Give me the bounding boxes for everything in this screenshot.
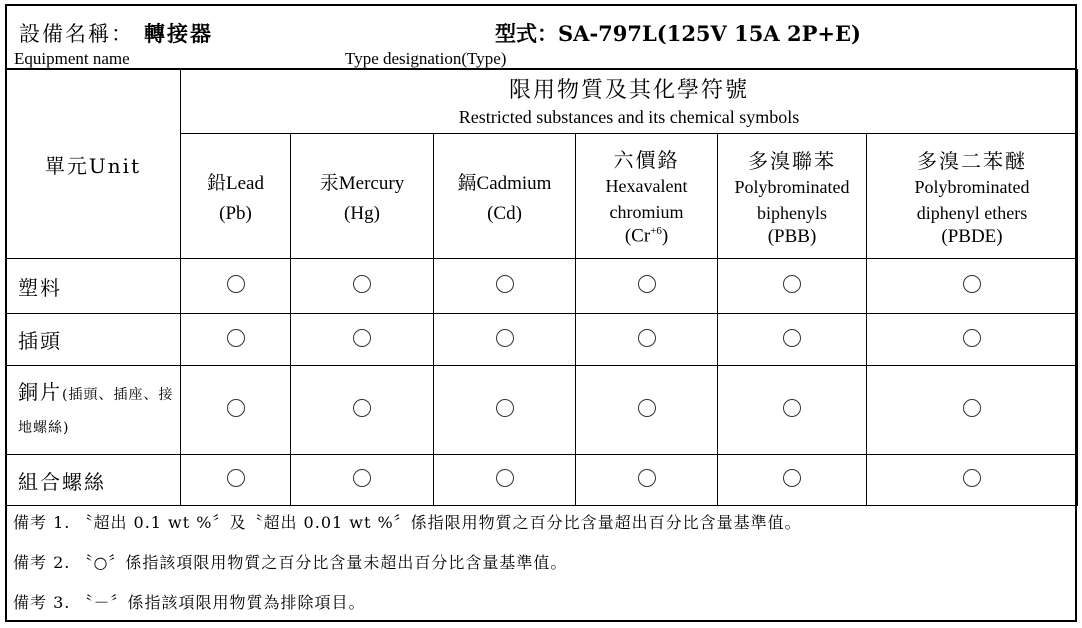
col-pbde-cjk: 多溴二苯醚	[917, 148, 1027, 173]
equipment-name-subtitle: Equipment name	[14, 49, 130, 68]
compliance-circle-icon	[227, 399, 245, 417]
col-header-cadmium	[434, 134, 576, 259]
compliance-circle-icon	[783, 399, 801, 417]
col-header-chromium	[576, 134, 718, 259]
row-label-plug: 插頭	[6, 314, 181, 366]
compliance-circle-icon	[496, 275, 514, 293]
col-pbb-en1: Polybrominated	[734, 176, 850, 197]
compliance-circle-icon	[638, 399, 656, 417]
col-pbb-symbol: (PBB)	[767, 225, 817, 247]
col-pbb-cjk: 多溴聯苯	[748, 148, 836, 173]
row-label-copper-detail: (插頭、插座、接地螺絲)	[18, 387, 174, 436]
compliance-circle-icon	[353, 329, 371, 347]
col-header-mercury	[291, 134, 434, 259]
col-pbde-en1: Polybrominated	[914, 176, 1030, 197]
unit-header-cell	[6, 70, 181, 259]
row-label-plastic: 塑料	[6, 259, 181, 314]
col-chromium-symbol-sup: +6	[650, 225, 662, 238]
col-chromium-cjk: 六價鉻	[613, 148, 680, 173]
col-chromium-en1: Hexavalent	[605, 176, 688, 197]
col-pbb-en2: biphenyls	[757, 202, 827, 223]
col-pbde-symbol: (PBDE)	[941, 225, 1003, 247]
note-3: 備考 3. 〝－〞係指該項限用物質為排除項目。	[13, 593, 366, 612]
compliance-circle-icon	[353, 399, 371, 417]
compliance-circle-icon	[638, 275, 656, 293]
equipment-label: 設備名稱：	[19, 22, 134, 46]
table-row	[6, 259, 1078, 314]
col-chromium-symbol	[576, 225, 717, 247]
col-chromium-en2: chromium	[609, 202, 684, 223]
col-header-pbb	[718, 134, 867, 259]
compliance-circle-icon	[963, 469, 981, 487]
compliance-circle-icon	[496, 399, 514, 417]
restricted-title: 限用物質及其化學符號	[508, 78, 749, 103]
col-header-pbde	[867, 134, 1078, 259]
table-row	[6, 366, 1078, 455]
compliance-circle-icon	[353, 469, 371, 487]
restricted-substances-table	[5, 69, 1078, 506]
table-row	[6, 455, 1078, 506]
compliance-circle-icon	[227, 275, 245, 293]
compliance-circle-icon	[638, 469, 656, 487]
col-mercury-symbol: (Hg)	[344, 202, 380, 224]
col-lead-name: 鉛Lead	[207, 172, 264, 194]
compliance-circle-icon	[496, 469, 514, 487]
compliance-circle-icon	[783, 275, 801, 293]
restricted-subtitle: Restricted substances and its chemical symbols	[458, 107, 800, 127]
compliance-circle-icon	[496, 329, 514, 347]
table-row	[6, 314, 1078, 366]
compliance-circle-icon	[963, 329, 981, 347]
col-chromium-symbol-start: (Cr	[624, 225, 651, 247]
type-designation-subtitle: Type designation(Type)	[345, 49, 507, 68]
compliance-circle-icon	[963, 399, 981, 417]
equipment-value: 轉接器	[144, 21, 213, 46]
note-2: 備考 2. 〝○〞係指該項限用物質之百分比含量未超出百分比含量基準值。	[13, 553, 568, 572]
compliance-circle-icon	[638, 329, 656, 347]
note-1: 備考 1. 〝超出 0.1 wt %〞及〝超出 0.01 wt %〞係指限用物質之百分比含量超出百分比含量基準值。	[13, 513, 802, 532]
equipment-name-title	[19, 18, 213, 48]
compliance-circle-icon	[783, 469, 801, 487]
compliance-circle-icon	[227, 469, 245, 487]
col-chromium-symbol-end: )	[661, 225, 669, 247]
document-header	[5, 4, 1077, 70]
col-mercury-name: 汞Mercury	[319, 172, 405, 194]
compliance-circle-icon	[353, 275, 371, 293]
row-label-copper	[6, 366, 181, 455]
compliance-circle-icon	[227, 329, 245, 347]
col-header-lead	[181, 134, 291, 259]
compliance-circle-icon	[963, 275, 981, 293]
unit-header: 單元Unit	[44, 153, 142, 178]
col-lead-symbol: (Pb)	[219, 202, 252, 224]
row-label-copper-main: 銅片	[18, 380, 62, 404]
restricted-header-cell	[181, 70, 1078, 134]
compliance-circle-icon	[783, 329, 801, 347]
col-cadmium-symbol: (Cd)	[487, 202, 522, 224]
row-label-screws: 組合螺絲	[6, 455, 181, 506]
col-pbde-en2: diphenyl ethers	[916, 202, 1028, 223]
col-cadmium-name: 鎘Cadmium	[457, 172, 552, 194]
type-designation-title: 型式：SA-797L(125V 15A 2P+E)	[495, 21, 861, 46]
